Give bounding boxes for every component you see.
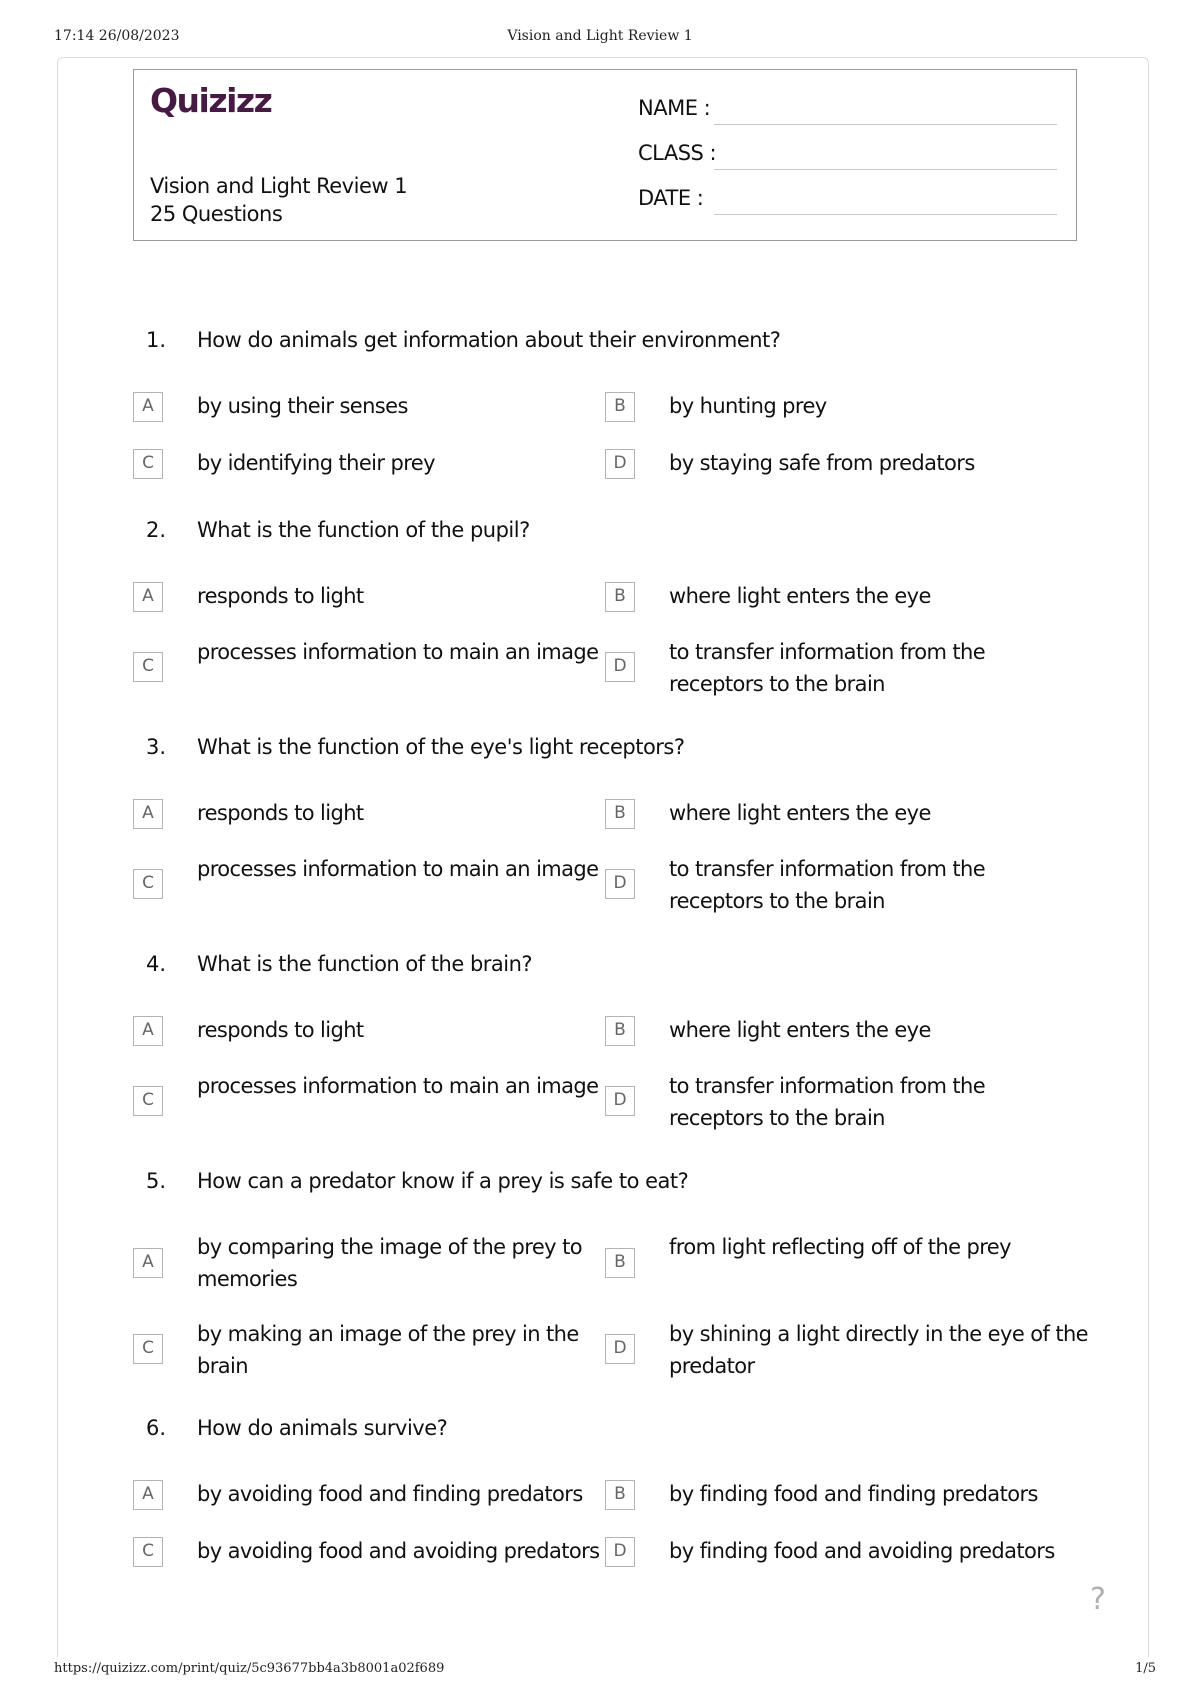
option-a-box[interactable]: A [133, 582, 163, 612]
class-label: CLASS : [638, 141, 717, 165]
option-c-text: processes information to main an image [197, 640, 599, 664]
quiz-title: Vision and Light Review 1 [150, 174, 408, 198]
print-url: https://quizizz.com/print/quiz/5c93677bb4a3b8001a02f689 [54, 1661, 445, 1676]
option-d-text: by finding food and avoiding predators [669, 1539, 1055, 1563]
option-a-box[interactable]: A [133, 1016, 163, 1046]
option-a-box[interactable]: A [133, 1248, 163, 1278]
question-number: 4. [146, 952, 167, 976]
print-document-title: Vision and Light Review 1 [507, 28, 693, 44]
option-d-box[interactable]: D [605, 1537, 635, 1567]
question-text: What is the function of the brain? [197, 952, 533, 976]
option-d-box[interactable]: D [605, 869, 635, 899]
option-b-box[interactable]: B [605, 799, 635, 829]
option-c-box[interactable]: C [133, 652, 163, 682]
print-footer [0, 1661, 1200, 1683]
option-d-text: to transfer information from the receptors to the brain [669, 640, 986, 696]
worksheet-header [133, 69, 1077, 241]
option-b-box[interactable]: B [605, 1480, 635, 1510]
option-a-text: by using their senses [197, 394, 408, 418]
option-d-text: to transfer information from the receptors to the brain [669, 1074, 986, 1130]
option-c-box[interactable]: C [133, 1537, 163, 1567]
option-a-box[interactable]: A [133, 392, 163, 422]
question-text: How do animals get information about their environment? [197, 328, 781, 352]
option-b-box[interactable]: B [605, 582, 635, 612]
question-mark-icon[interactable]: ? [1090, 1582, 1106, 1617]
question-number: 2. [146, 518, 167, 542]
option-d-text: to transfer information from the receptors to the brain [669, 857, 986, 913]
option-c-text: processes information to main an image [197, 1074, 599, 1098]
option-c-box[interactable]: C [133, 1086, 163, 1116]
date-label: DATE : [638, 186, 704, 210]
option-d-text: by shining a light directly in the eye of the predator [669, 1322, 1088, 1378]
option-b-box[interactable]: B [605, 1248, 635, 1278]
option-a-text: by avoiding food and finding predators [197, 1482, 583, 1506]
option-b-text: where light enters the eye [669, 1018, 931, 1042]
option-c-text: by identifying their prey [197, 451, 435, 475]
option-b-text: by finding food and finding predators [669, 1482, 1038, 1506]
question-text: What is the function of the pupil? [197, 518, 530, 542]
option-a-text: responds to light [197, 1018, 364, 1042]
svg-text:Quizizz: Quizizz [150, 81, 272, 120]
option-c-box[interactable]: C [133, 449, 163, 479]
question-text: What is the function of the eye's light receptors? [197, 735, 685, 759]
option-b-box[interactable]: B [605, 392, 635, 422]
question-number: 3. [146, 735, 167, 759]
option-b-text: by hunting prey [669, 394, 827, 418]
option-d-box[interactable]: D [605, 1334, 635, 1364]
option-a-box[interactable]: A [133, 1480, 163, 1510]
date-line[interactable] [714, 214, 1057, 215]
option-d-text: by staying safe from predators [669, 451, 975, 475]
question-count: 25 Questions [150, 202, 283, 226]
quiz-title-block [150, 172, 407, 228]
name-label: NAME : [638, 96, 711, 120]
question-number: 5. [146, 1169, 167, 1193]
option-c-text: processes information to main an image [197, 857, 599, 881]
option-c-box[interactable]: C [133, 869, 163, 899]
option-b-text: from light reflecting off of the prey [669, 1235, 1011, 1259]
name-line[interactable] [714, 124, 1057, 125]
print-header [0, 28, 1200, 50]
question-number: 6. [146, 1416, 167, 1440]
page-number: 1/5 [1135, 1661, 1156, 1676]
option-a-text: responds to light [197, 584, 364, 608]
option-d-box[interactable]: D [605, 652, 635, 682]
option-c-text: by making an image of the prey in the brain [197, 1322, 579, 1378]
option-c-box[interactable]: C [133, 1334, 163, 1364]
option-b-box[interactable]: B [605, 1016, 635, 1046]
option-a-box[interactable]: A [133, 799, 163, 829]
question-text: How can a predator know if a prey is safe to eat? [197, 1169, 689, 1193]
quizizz-logo [150, 80, 280, 120]
option-a-text: by comparing the image of the prey to memories [197, 1235, 582, 1291]
option-d-box[interactable]: D [605, 1086, 635, 1116]
option-b-text: where light enters the eye [669, 584, 931, 608]
option-a-text: responds to light [197, 801, 364, 825]
class-line[interactable] [714, 169, 1057, 170]
option-d-box[interactable]: D [605, 449, 635, 479]
question-text: How do animals survive? [197, 1416, 448, 1440]
question-number: 1. [146, 328, 167, 352]
option-c-text: by avoiding food and avoiding predators [197, 1539, 600, 1563]
print-timestamp: 17:14 26/08/2023 [54, 28, 180, 44]
option-b-text: where light enters the eye [669, 801, 931, 825]
